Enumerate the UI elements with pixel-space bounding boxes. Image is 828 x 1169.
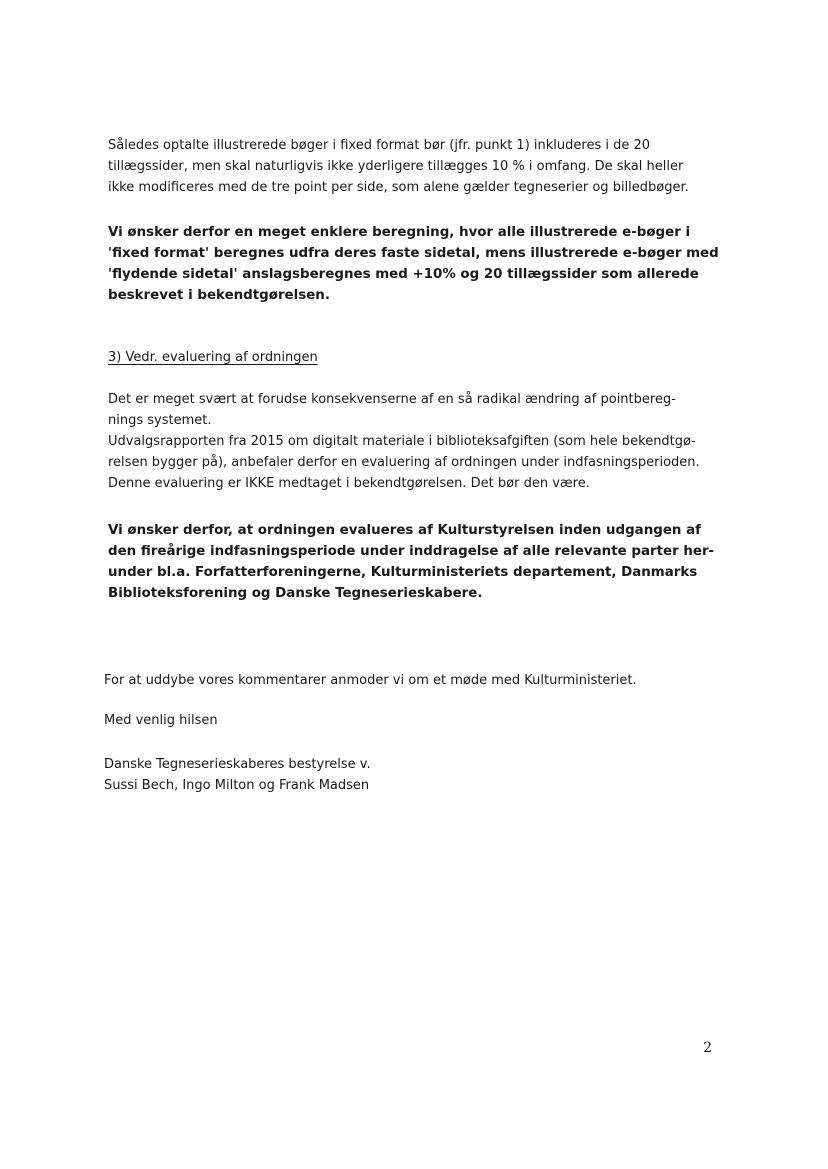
- text-line: Danske Tegneserieskaberes bestyrelse v.: [104, 757, 371, 772]
- text-line: relsen bygger på), anbefaler derfor en evaluering af ordningen under indfasningsperioden.: [108, 455, 700, 470]
- text-line: 'fixed format' beregnes udfra deres faste sidetal, mens illustrerede e-bøger med: [108, 246, 719, 261]
- text-line: Således optalte illustrerede bøger i fixed format bør (jfr. punkt 1) inkluderes i de 20: [108, 138, 651, 153]
- text-line: nings systemet.: [108, 413, 212, 428]
- text-line: Sussi Bech, Ingo Milton og Frank Madsen: [104, 778, 370, 793]
- section-heading-evaluation: [108, 347, 718, 368]
- text-line: For at uddybe vores kommentarer anmoder vi om et møde med Kulturministeriet.: [104, 673, 637, 688]
- text-line: Vi ønsker derfor en meget enklere beregning, hvor alle illustrerede e-bøger i: [108, 225, 691, 240]
- text-line: 'flydende sidetal' anslagsberegnes med +10% og 20 tillægssider som allerede: [108, 267, 699, 282]
- section-heading: 3) Vedr. evaluering af ordningen: [108, 350, 318, 365]
- signature: [104, 754, 714, 796]
- text-line: tillægssider, men skal naturligvis ikke yderligere tillægges 10 % i omfang. De skal heller: [108, 159, 684, 174]
- closing-request: [104, 670, 714, 691]
- paragraph-request-calculation: [108, 222, 718, 306]
- text-line: ikke modificeres med de tre point per side, som alene gælder tegneserier og billedbøger.: [108, 180, 689, 195]
- text-line: beskrevet i bekendtgørelsen.: [108, 288, 330, 303]
- text-line: den fireårige indfasningsperiode under inddragelse af alle relevante parter her-: [108, 544, 715, 559]
- paragraph-request-evaluation: [108, 520, 718, 604]
- text-line: Biblioteksforening og Danske Tegneserieskabere.: [108, 586, 483, 601]
- text-line: Med venlig hilsen: [104, 713, 218, 728]
- text-line: Vi ønsker derfor, at ordningen evalueres af Kulturstyrelsen inden udgangen af: [108, 523, 701, 538]
- text-line: Det er meget svært at forudse konsekvenserne af en så radikal ændring af pointbereg-: [108, 392, 676, 407]
- text-line: Denne evaluering er IKKE medtaget i bekendtgørelsen. Det bør den være.: [108, 476, 590, 491]
- paragraph-illustrated-books: [108, 135, 718, 198]
- greeting: [104, 710, 714, 731]
- paragraph-evaluation: [108, 389, 718, 494]
- text-line: Udvalgsrapporten fra 2015 om digitalt materiale i biblioteksafgiften (som hele bekendtgø-: [108, 434, 696, 449]
- page-number: 2: [703, 1040, 712, 1056]
- text-line: under bl.a. Forfatterforeningerne, Kulturministeriets departement, Danmarks: [108, 565, 698, 580]
